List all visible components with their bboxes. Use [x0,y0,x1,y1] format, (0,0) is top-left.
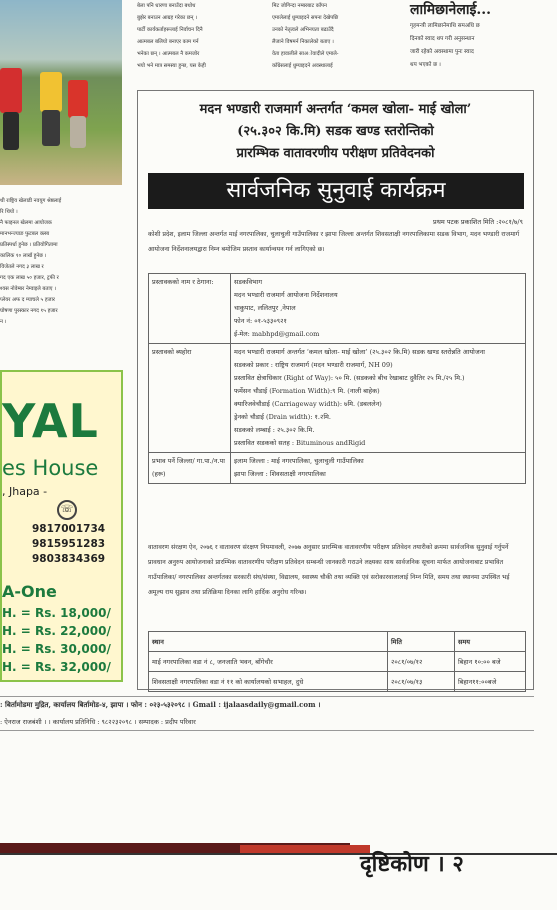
article-line: कालिक १० लाखँ हुनेछ । [0,253,47,259]
notice-banner: सार्वजनिक सुनुवाई कार्यक्रम [148,173,524,209]
article-line: मिट जोगिन्दा नम्बरबाट काँपन [272,3,327,9]
info-line: फर्मेसन चौडाई (Formation Width):९ मि. (नाली बाहेक) [234,387,380,395]
ad-rate: H. = Rs. 30,000/ [2,642,111,656]
info-line: ड्रेनको चौडाई (Drain width): १.२मि. [234,413,331,421]
article-line: वेता हावालीले साअोवादीले एमाले- [272,51,339,57]
column-header: मिति [388,632,455,652]
article-line: विजेतले नगद ३ लाख र [0,264,44,270]
ad-rates [2,604,111,676]
time-cell: बिहान १०:०० बजे [455,652,526,672]
ad-phone: 9803834369 [32,553,106,565]
ad-brand: YAL [2,394,99,448]
column-header: समय [455,632,526,652]
article-line: काँग्रेसलाई धुम्याइदने अवस्थालाई [272,63,333,69]
time-cell: बिहान११:००बजे [455,672,526,692]
notice-title-line1: मदन भण्डारी राजमार्ग अन्तर्गत ‘कमल खोला- माई खोला’ [199,102,472,117]
top-article-left [137,0,257,72]
article-line: पार्टी कार्यकर्ताहरूलाई निर्वाचन दिनै [137,27,203,33]
article-line: भनेका छन् । आत्मबल नै कमजोर [137,51,200,57]
football-photo [0,0,122,185]
article-line: श्यस नोवेम्बर नेम्वाइले बताए । [0,286,57,292]
article-line: प्रतिस्पर्धा हुनेछ । प्रतियोगितामा [0,242,58,248]
details-value [231,344,526,453]
table-row [149,652,526,672]
article-line: एमालेलाई धुम्याइदने सपना देखेपछि [272,15,339,21]
article-line: बुझेर बनाउन आग्रह गरेका छन् । [137,15,197,21]
notice-title-line2: (२५.३०२ कि.मि) सडक खण्ड स्तरोन्तिको [237,124,434,139]
article-line: रि थियो । [0,209,18,215]
article-line: उनको नेतृत्वले अभिनयता बढाउँदै [272,27,334,33]
table-row [149,672,526,692]
ad-rate: H. = Rs. 32,000/ [2,660,111,674]
masthead-accent [240,845,370,853]
article-line: गृहमन्त्री लामिछानेमाथि समअधि छ [410,23,480,29]
table-row [149,344,526,453]
notice-paragraph: वातावरण संरक्षण ऐन, २०७६ र वातावरण संरक्षण नियमावली, २०७७ अनुसार प्रारम्भिक वातावरणीय परीक्षण प्रतिवेदन तयारीको क्रममा सार्वजनिक सुनुवाई गर्नुपर्ने प्रावधान अनुरुप आयोजनाको प्रारम्भिक वातावरणीय परीक्षण प्रतिवेदन सम्बन्धी जानकारी गराउने लक्ष्यका साथ सार्वजनिक सूचना मार्फत आयोजनाबाट प्रभावित गाउँपालिका/ नगरपालिका अन्तर्गतका सरकारी संघ/संस्था, विद्यालय, स्वास्थ्य चौकी तथा व्यक्ति एवं सरोकारवालालाई निम्न मिति, समय तथा स्थानमा उपस्थित भई अमूल्य राय सुझाव तथा प्रतिक्रिया दिनका लागि हार्दिक अनुरोध गरिन्छ। [148,544,510,596]
details-key: प्रस्तावको ब्यहोरा [149,344,231,453]
info-line: प्रस्तावित क्षेत्राधिकार (Right of Way): ५० मि. (सडकको बीच रेखाबाट दुवैतिर २५ मि./२५ मि.) [234,374,465,382]
notice-intro: कोशी प्रदेश, इलाम जिल्ला अन्तर्गत माई नगरपालिका, चुलाचुली गाउँपालिका र झापा जिल्ला अन्तर्गत शिवसताक्षी नगरपालिकामा सडक विभाग, मदन भण्डारी राजमार्ग आयोजना निर्देशनालयद्वारा निम्न बमोजिम प्रस्ताव कार्यान्वयन गर्न लागिएको छ। [148,231,520,253]
table-row [149,274,526,344]
info-line: चाकुपाट, ललितपुर ,नेपाल [234,304,296,312]
publish-date: प्रथम पटक प्रकाशित मिति :२०८१/७/९ [433,218,523,226]
article-line: न । [0,319,7,325]
hearing-schedule-table [148,631,526,692]
ad-phone: 9817001734 [32,523,106,535]
article-line: जारी रहेको अवस्थामा पुनः स्वाद [410,49,474,55]
public-notice [137,90,534,690]
info-line: फोन नं: ०१-५३३०९२१ [234,317,287,325]
venue-cell: माई नगरपालिका वडा नं ८, जनजाति भवन, बाँगेचौर [149,652,388,672]
info-line: सडकको लम्बाई : २५.३०२ कि.मि. [234,426,315,434]
email-line[interactable]: ई-मेल: mabhpd@gmail.com [234,330,320,338]
ad-rate: H. = Rs. 18,000/ [2,606,111,620]
divider [0,730,534,731]
ad-subtitle: es House [2,456,99,480]
affected-key: प्रभाव पर्ने जिल्ला/ गा.पा./न.पा (हरू) [149,453,231,484]
article-line: प्लेयर अफ द म्याचले ५ हजार [0,297,55,303]
date-cell: २०८१/०७/१३ [388,672,455,692]
right-article [410,20,534,72]
page-masthead [0,843,557,888]
masthead-rule [0,853,557,855]
divider [0,696,534,697]
info-line: मदन भण्डारी राजमार्ग आयोजना निर्देशनालय [234,291,338,299]
info-line: मदन भण्डारी राजमार्ग अन्तर्गत ‘कमल खोला- माई खोला’ (२५.३०२ कि.मि) सडक खण्ड स्तरोन्नति आयोजना [234,348,485,356]
article-line: बेला पनि धारणा बनाउँदा बथोथ [137,3,196,9]
info-line: सडकविभाग [234,278,263,286]
table-header-row [149,632,526,652]
info-line: सडकको प्रकार : राष्ट्रिय राजमार्ग (मदन भण्डारी राजमार्ग, NH 09) [234,361,393,369]
page-section-title: दृष्टिकोण । २ [360,851,464,877]
advertisement [0,370,123,682]
right-article-heading: लामिछानेलाई... [410,2,491,18]
article-line: भयो भने मात्र समस्या हुन्छ, यस केही [137,63,206,69]
ad-tier: A-One [2,582,57,601]
top-article-right [272,0,392,72]
ad-phones [32,522,105,567]
article-line: थप भएको छ । [410,62,441,68]
info-line: झापा जिल्ला : शिवसताक्षी नगरपालिका [234,470,326,478]
proposer-key: प्रस्तावकको नाम र ठेगाना: [149,274,231,344]
info-line: प्रस्तावित सडकको सतह : Bituminous andRigid [234,439,366,447]
venue-cell: शिवसताक्षी नगरपालिका वडा नं ११ को कार्यालयको सभाहल, दुधे [149,672,388,692]
notice-title-line3: प्रारम्भिक वातावरणीय परीक्षण प्रतिवेदनको [236,146,435,161]
ad-phone: 9815951283 [32,538,106,550]
info-line: क्यारिजवेचौडाई (Carriageway width): ७मि. (डबललेन) [234,400,382,408]
article-line: गद एक लाख ५० हजार, ट्रफी र [0,275,59,281]
ad-rate: H. = Rs. 22,000/ [2,624,111,638]
article-line: लैजाने विषमर्न निकालेको बताए । [272,39,334,45]
phone-icon: ☏ [57,500,77,520]
article-line: आत्मबल बलियो बनाएर काम गर्न [137,39,199,45]
proposal-info-table [148,273,526,484]
article-line: दिनको स्वाद थप गरी अनुसन्धान [410,36,475,42]
ad-location: , Jhapa - [2,485,48,498]
info-line: इलाम जिल्ला : माई नगरपालिका, चुलाचुली गाउँपालिका [234,457,364,465]
date-cell: २०८१/०७/१२ [388,652,455,672]
article-line: नै फाइनल खेलमा आयोजक [0,220,52,226]
staff-line: : ऐनराज राजबंशी । । कार्यालय प्रतिनिधि : ९८२२३२०९८ । सम्पादक : प्रदीप परिवार [0,718,196,726]
article-line: घोषणा पुरस्कार नगद १५ हजार [0,308,58,314]
article-line: थी राष्ट्रिय खेलाडी नवयुग श्रेष्ठलाई [0,198,62,204]
table-row [149,453,526,484]
left-article [0,196,120,328]
proposer-value [231,274,526,344]
article-line: मानभन्ज्याङ फुटबल क्लब [0,231,50,237]
imprint-line: : बिर्तामोडमा मुद्रित, कार्यालय बिर्तामोड-४, झापा । फोन : ०२३-५३२०९८ । Gmail : ijalaasdaily@gmail.com । [0,700,321,709]
affected-value [231,453,526,484]
column-header: स्थान [149,632,388,652]
